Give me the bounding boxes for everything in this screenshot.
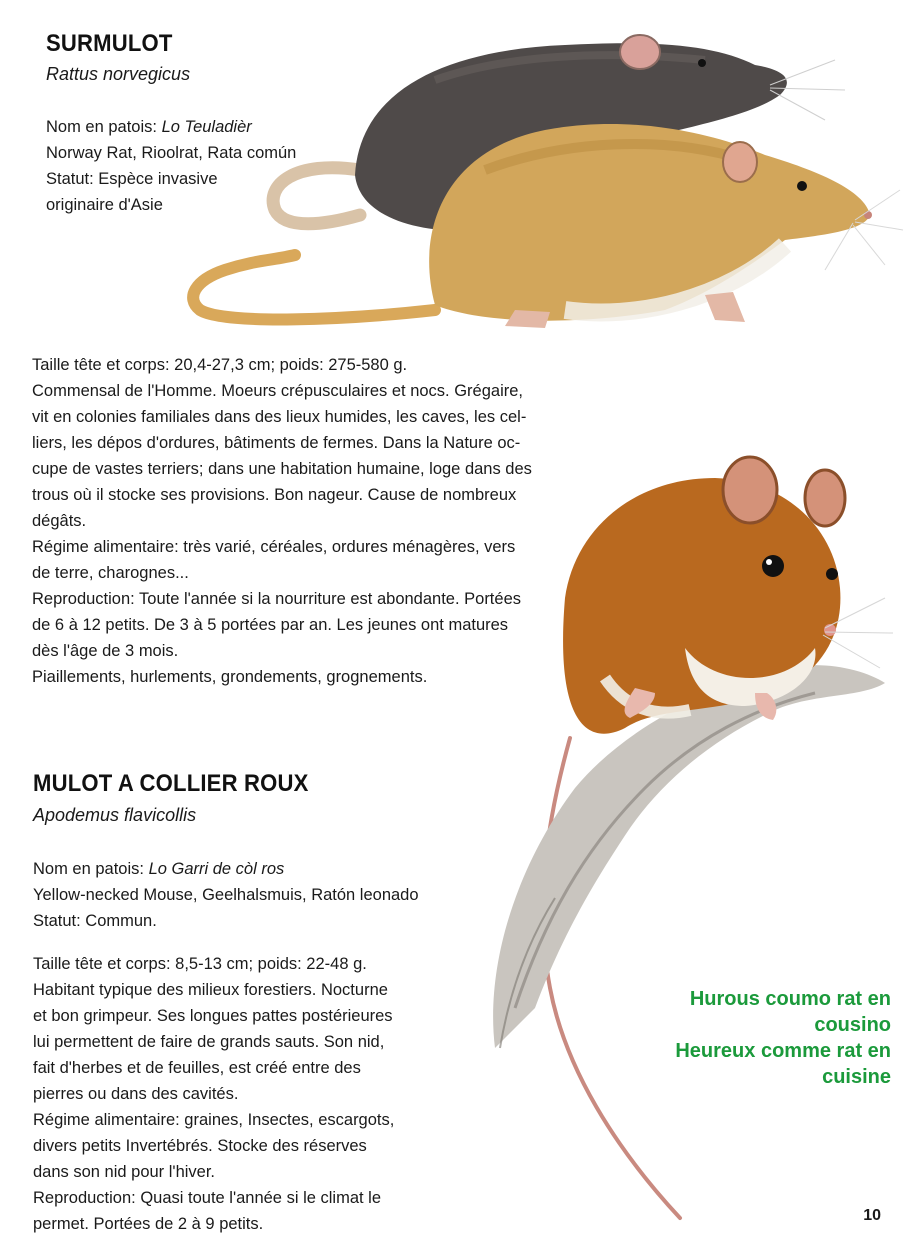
description-line: Reproduction: Quasi toute l'année si le climat le [33, 1189, 382, 1207]
description-line: Piaillements, hurlements, grondements, grognements. [32, 668, 428, 686]
description-line: divers petits Invertébrés. Stocke des réserves [33, 1137, 367, 1155]
description-line: Commensal de l'Homme. Moeurs crépusculaires et nocs. Grégaire, [32, 382, 524, 400]
description-line: de terre, charognes... [32, 564, 189, 582]
proverb-line: cousino [814, 1014, 891, 1036]
mulot-names-block [33, 856, 419, 934]
proverb-line: Hurous coumo rat en [689, 988, 891, 1010]
status-line: Statut: Commun. [33, 912, 157, 930]
patois-name: Lo Teuladièr [161, 118, 252, 136]
latin-name-surmulot: Rattus norvegicus [46, 64, 191, 84]
proverb-line: Heureux comme rat en [675, 1040, 891, 1062]
description-line: vit en colonies familiales dans des lieux humides, les caves, les cel- [32, 408, 527, 426]
surmulot-description [32, 352, 532, 690]
description-line: cupe de vastes terriers; dans une habitation humaine, loge dans des [32, 460, 532, 478]
description-line: Taille tête et corps: 8,5-13 cm; poids: 22-48 g. [33, 955, 367, 973]
mulot-description [33, 951, 394, 1237]
description-line: permet. Portées de 2 à 9 petits. [33, 1215, 264, 1233]
description-line: Habitant typique des milieux forestiers. Nocturne [33, 981, 388, 999]
description-line: Taille tête et corps: 20,4-27,3 cm; poids: 275-580 g. [32, 356, 408, 374]
description-line: lui permettent de faire de grands sauts. Son nid, [33, 1033, 385, 1051]
proverb-line: cuisine [822, 1066, 891, 1088]
status-line: Statut: Espèce invasive [46, 170, 218, 188]
patois-name: Lo Garri de còl ros [148, 860, 285, 878]
species-title-surmulot: SURMULOT [46, 30, 173, 57]
description-line: Reproduction: Toute l'année si la nourriture est abondante. Portées [32, 590, 521, 608]
description-line: dès l'âge de 3 mois. [32, 642, 179, 660]
description-line: dégâts. [32, 512, 87, 530]
surmulot-names-block [46, 114, 296, 218]
page-number: 10 [863, 1207, 881, 1224]
description-line: liers, les dépos d'ordures, bâtiments de fermes. Dans la Nature oc- [32, 434, 521, 452]
other-names: Norway Rat, Rioolrat, Rata común [46, 144, 297, 162]
description-line: Régime alimentaire: graines, Insectes, escargots, [33, 1111, 395, 1129]
description-line: et bon grimpeur. Ses longues pattes postérieures [33, 1007, 393, 1025]
description-line: Régime alimentaire: très varié, céréales, ordures ménagères, vers [32, 538, 516, 556]
latin-name-mulot: Apodemus flavicollis [33, 805, 197, 825]
description-line: dans son nid pour l'hiver. [33, 1163, 216, 1181]
description-line: pierres ou dans des cavités. [33, 1085, 239, 1103]
other-names: Yellow-necked Mouse, Geelhalsmuis, Ratón leonado [33, 886, 419, 904]
description-line: de 6 à 12 petits. De 3 à 5 portées par an. Les jeunes ont matures [32, 616, 509, 634]
species-title-mulot: MULOT A COLLIER ROUX [33, 770, 309, 797]
status-line: originaire d'Asie [46, 196, 163, 214]
proverb-quote [675, 986, 891, 1090]
description-line: trous où il stocke ses provisions. Bon nageur. Cause de nombreux [32, 486, 517, 504]
patois-line: Nom en patois: Lo Garri de còl ros [33, 860, 285, 878]
description-line: fait d'herbes et de feuilles, est créé entre des [33, 1059, 361, 1077]
patois-line: Nom en patois: Lo Teuladièr [46, 118, 252, 136]
